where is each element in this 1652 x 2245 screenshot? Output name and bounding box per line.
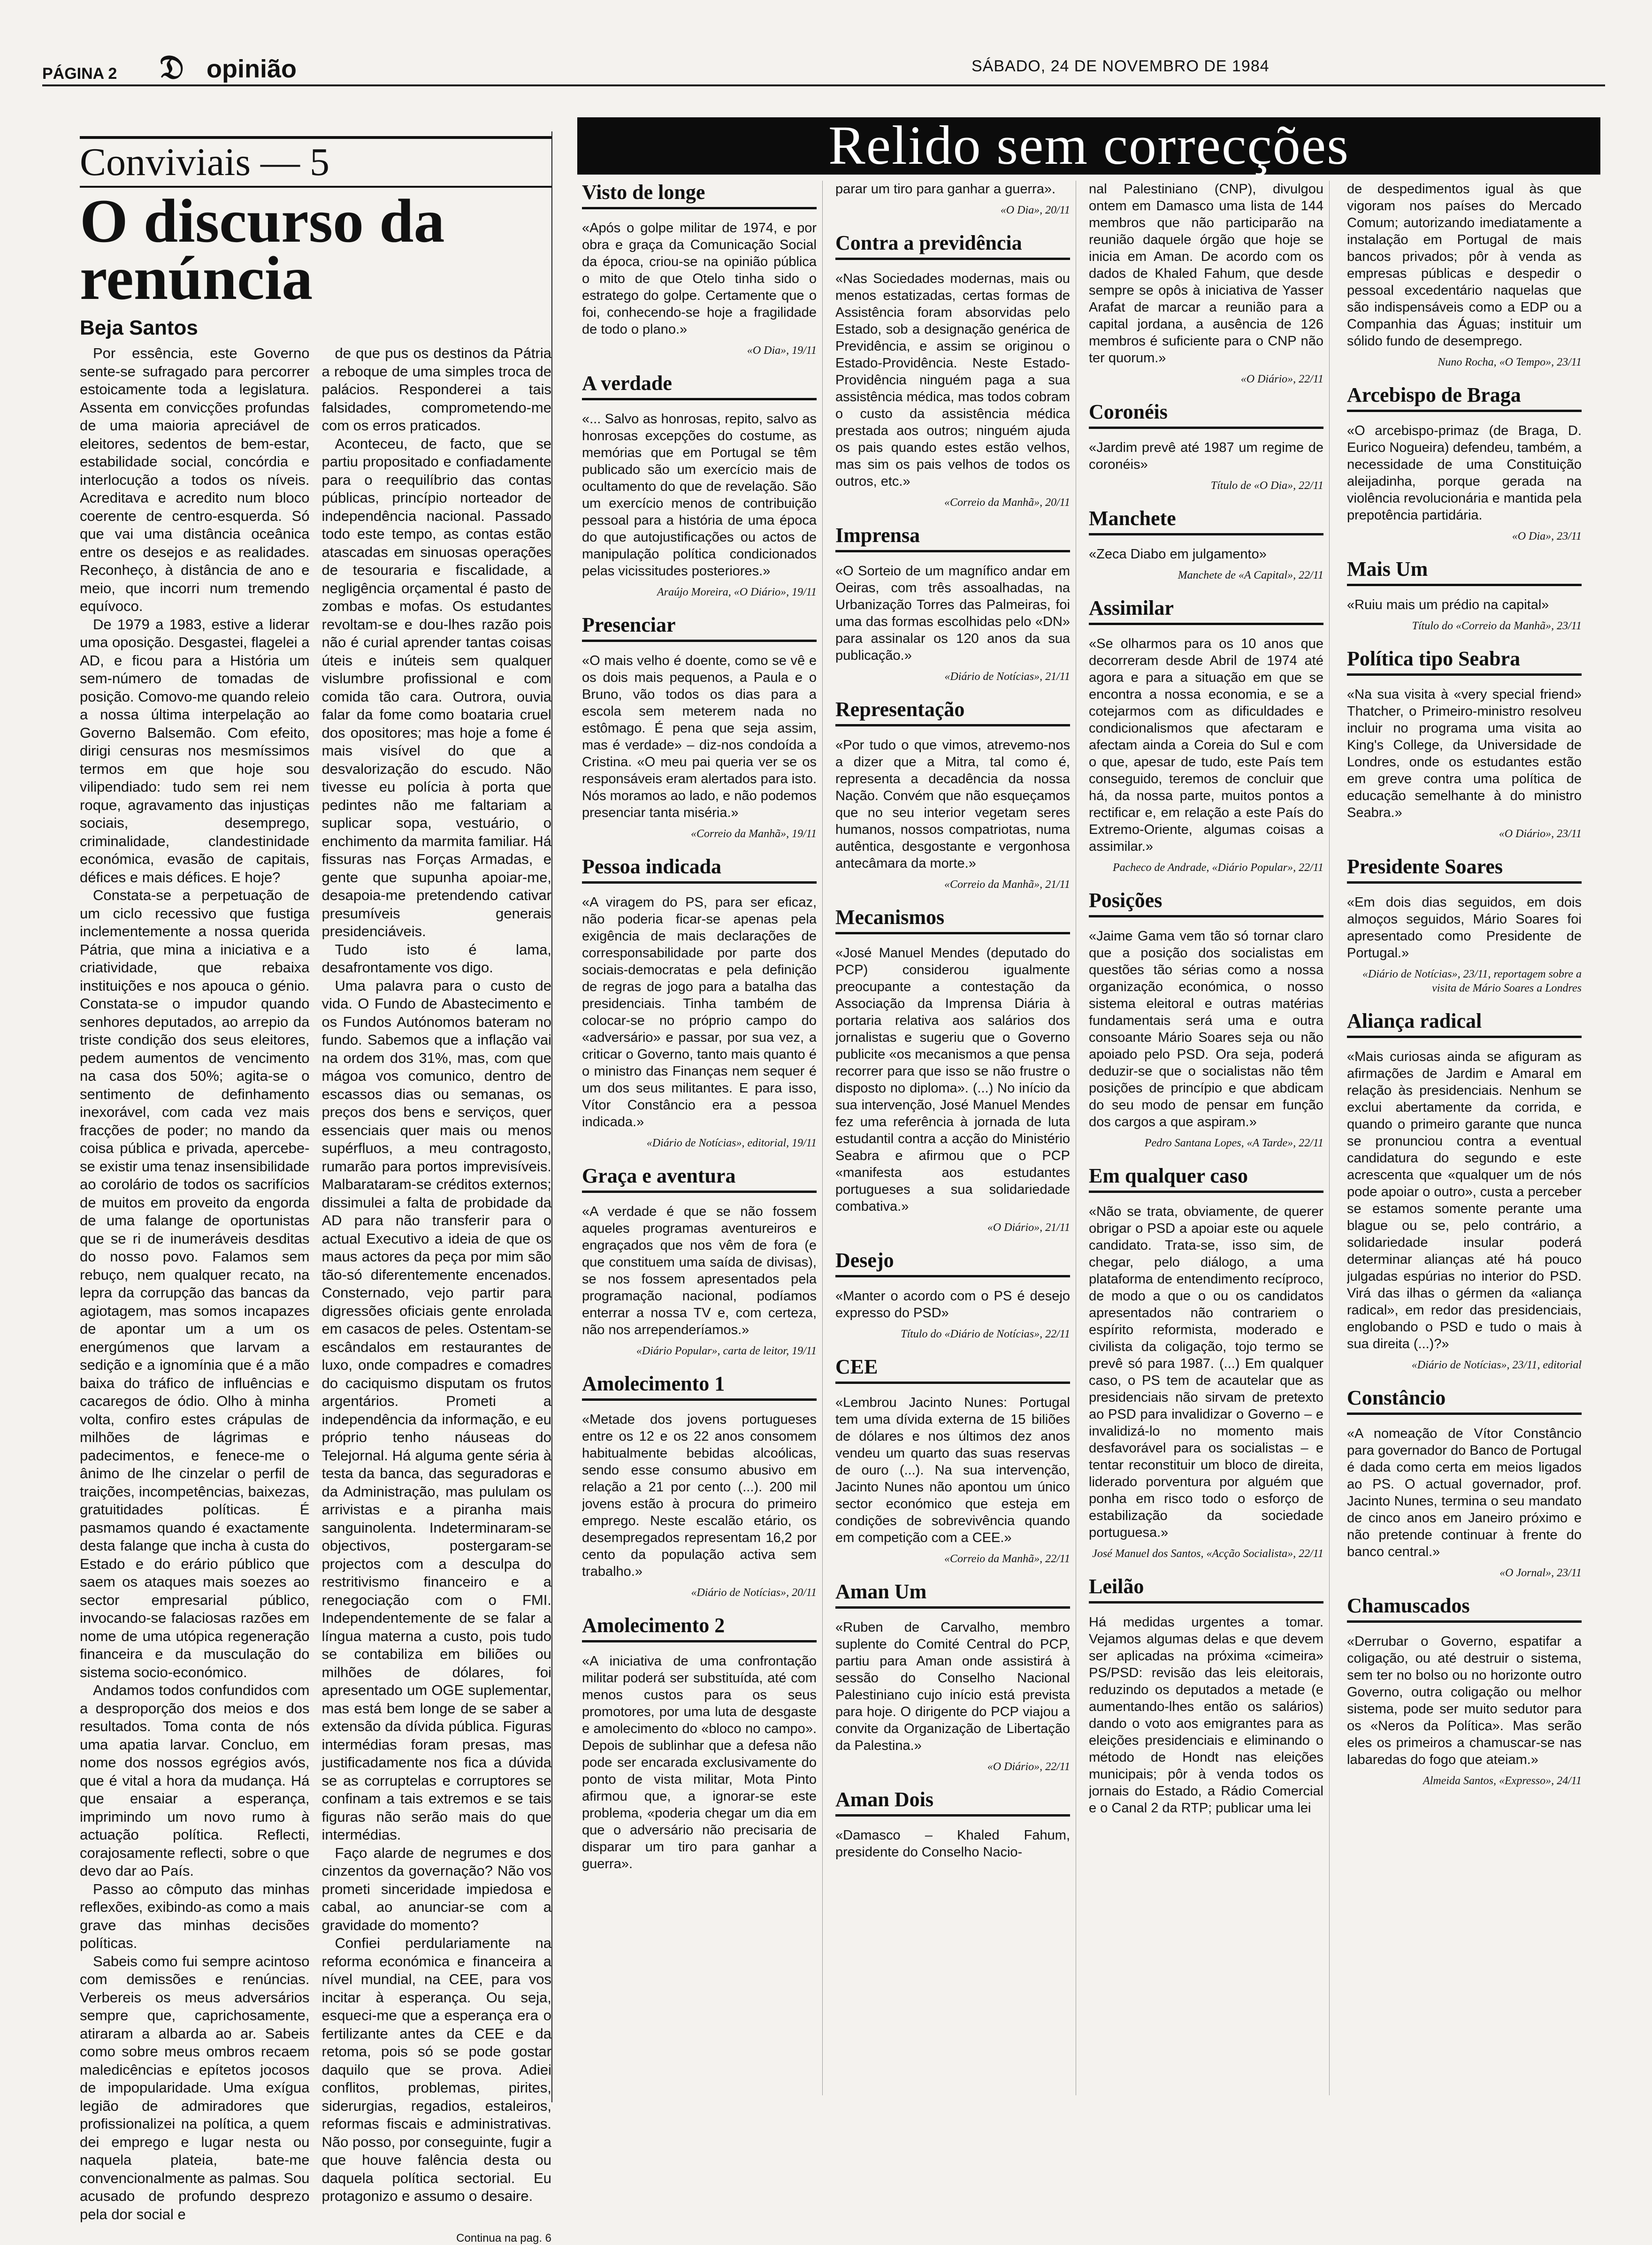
quote-item bbox=[835, 1355, 1070, 1566]
quote-source: «O Dia», 23/11 bbox=[1512, 530, 1582, 542]
quote-source: Título do «Correio da Manhã», 23/11 bbox=[1412, 620, 1582, 632]
quote-source: Pedro Santana Lopes, «A Tarde», 22/11 bbox=[1144, 1137, 1323, 1149]
quote-item bbox=[1347, 855, 1582, 995]
article-paragraph: Passo ao cômputo das minhas reflexões, exibindo-as como a mais grave das minhas decisões políticas. bbox=[80, 1880, 310, 1951]
quote-body: «Se olharmos para os 10 anos que decorreram desde Abril de 1974 até agora e para a situação em que se encontra a nossa economia, e se a cotejarmos com as dificuldades e condicionalismos que afectaram e afectam ainda a Coreia do Sul e com o que, apesar de tudo, este País tem conseguido, teremos de concluir que há, da nossa parte, muitos pontos a rectificar e, em relação a este País do Extremo-Oriente, algumas coisas a assimilar.» bbox=[1089, 636, 1323, 854]
quote-body: «Não se trata, obviamente, de querer obrigar o PSD a apoiar este ou aquele candidato. Trata-se, isso sim, de chegar, pelo diálogo, a uma plataforma de entendimento recíproco, de modo a que o ou os candidatos apresentados não contrariem o espírito reformista, moderado e civilista da coligação, tojo termo se prevê só para 1987. (...) Em qualquer caso, o PS tem de acautelar que as presidenciais não sirvam de pretexto ao PSD para invalidizar o Governo – e invalidizá-lo no momento mais desfavorável para os socialistas – e tentar reconstituir um bloco de direita, liderado porventura por alguém que ponha em risco todo o esforço de estabilização da sociedade portuguesa.» bbox=[1089, 1204, 1323, 1540]
quote-source: «Diário de Notícias», 21/11 bbox=[944, 671, 1070, 683]
quote-body: «Lembrou Jacinto Nunes: Portugal tem uma dívida externa de 15 biliões de dólares e nos últimos dez anos vendeu um quarto das suas reservas de ouro (...). Na sua intervenção, Jacinto Nunes não apontou um único sector económico que esteja em condições de sobrevivência quando em competição com a CEE.» bbox=[835, 1395, 1070, 1545]
section-banner: Relido sem correcções bbox=[577, 117, 1600, 175]
quote-heading: Contra a previdência bbox=[835, 231, 1070, 260]
article-paragraph: Constata-se a perpetuação de um ciclo recessivo que fustiga inclementemente a nossa querida Pátria, que mina a iniciativa e a criatividade, que rebaixa instituições e nos apouca o génio. Constata-se o impudor quando senhores deputados, ao arrepio da triste condição dos seus eleitores, pedem aumentos de vencimento na casa dos 50%; agita-se o sentimento de definhamento inexorável, com cada vez mais fracções de poder; no mando da coisa pública e privada, apercebe-se existir uma tenaz insensibilidade ao corolário de todos os sacrifícios de muitos em proveito da engorda de uma falange de oportunistas que se ri de inumeráveis desditas do nosso povo. Falamos sem rebuço, nem qualquer recato, na lepra da corrupção das bancas da agiotagem, mas somos incapazes de apontar um a um os energúmenos que larvam a sedição e a ignomínia que é a mão baixa do tráfico de influências e cacaregos de ódio. Olho à minha volta, confiro estes crápulas de milhões de lágrimas e padecimentos, e fenece-me o ânimo de lhe cinzelar o perfil de traições, incompetências, baixezas, gratuitidades políticas. É pasmamos quando é exactamente desta falange que incha à custa do Estado e do erário público que saem os ataques mais soezes ao sector empresarial público, invocando-se falaciosas razões em nome de uma utópica regeneração financeira e da musculação do sistema socio-económico. bbox=[80, 887, 310, 1680]
quotes-column-2 bbox=[835, 181, 1076, 2095]
quotes-column-4 bbox=[1347, 181, 1582, 2095]
quote-heading: Política tipo Seabra bbox=[1347, 647, 1582, 676]
article-series: Conviviais — 5 bbox=[80, 136, 551, 188]
article-paragraph: Confiei perdulariamente na reforma económica e financeira a nível mundial, na CEE, para vos incitar à esperança. Ou seja, esqueci-me que a esperança era o fertilizante antes da CEE e da retoma, pois só se pode gostar daquilo que se prova. Adiei conflitos, problemas, pirites, siderurgias, regadios, estaleiros, reformas fiscais e administrativas. Não posso, por conseguinte, fugir a que houve falência desta ou daquela política sectorial. Eu protagonizo e assumo o desaire. bbox=[321, 1935, 551, 2204]
quote-heading: Mais Um bbox=[1347, 557, 1582, 586]
quote-body: «Por tudo o que vimos, atrevemo-nos a dizer que a Mitra, tal como é, representa a decadência da nossa Nação. Convém que não esqueçamos que no seu interior vegetam seres humanos, nossos compatriotas, numa autêntica, desgostante e vergonhosa antecâmara da morte.» bbox=[835, 738, 1070, 871]
quote-item bbox=[1347, 1594, 1582, 1788]
quote-body: «Derrubar o Governo, espatifar a coligação, ou até destruir o sistema, sem ter no bolso ou no horizonte outro Governo, outra coligação ou melhor sistema, pode ser muito sedutor para os «Neros da Política». Mas serão eles os primeiros a chamuscar-se nas labaredas do fogo que ateiam.» bbox=[1347, 1634, 1582, 1767]
quote-heading: Aliança radical bbox=[1347, 1009, 1582, 1038]
article-paragraph: Uma palavra para o custo de vida. O Fundo de Abastecimento e os Fundos Autónomos bateram no fundo. Sabemos que a inflação vai na ordem dos 31%, mas, com que mágoa vos comunico, dentro de escassos dias ou semanas, os preços dos bens e serviços, quer essenciais quer mais ou menos supérfluos, a meu contragosto, rumarão para portos imprevisíveis. Malbarataram-se créditos externos; dissimulei a falta de probidade da AD para não transferir para o actual Executivo a ideia de que os maus actores da peça por mim são tão-só diferentemente encenados. Consternado, vejo partir para digressões oficiais gente enrolada em casacos de peles. Ostentam-se escândalos em restaurantes de luxo, onde compadres e comadres do caciquismo disputam os frutos argentários. Prometi a independência da informação, e eu próprio tenho náuseas do Telejornal. Há alguma gente séria à testa da banca, das seguradoras e da Administração, mas pululam os arrivistas e a piranha mais sanguinolenta. Indeterminaram-se objectivos, postergaram-se projectos com a desculpa do restritivismo financeiro e a renegociação com o FMI. Independentemente de se falar a língua materna a custo, pois tudo se contabiliza em biliões ou milhões de dólares, foi apresentado um OGE suplementar, mas está bem longe de se saber a extensão da dívida pública. Figuras intermédias foram presas, mas justificadamente nos fica a dúvida se as corruptelas e corruptores se confinam a tais extremos e se tais figuras não serão mais do que intermédias. bbox=[321, 977, 551, 1843]
quote-item bbox=[1089, 507, 1323, 582]
quote-heading: Amolecimento 2 bbox=[582, 1614, 817, 1642]
quote-item bbox=[835, 524, 1070, 684]
quote-body: «Mais curiosas ainda se afiguram as afirmações de Jardim e Amaral em relação às presidenciais. Nenhum se exclui abertamente da corrida, e quando o primeiro garante que nunca se pronunciou contra a eventual candidatura do segundo e este acrescenta que «qualquer um de nós pode apoiar o outro», custa a perceber se estamos somente perante uma blague ou se, pelo contrário, a solidariedade insular poderá determinar alianças até há pouco julgadas espúrias no interior do PSD. Virá das ilhas o gérmen da «aliança radical», em redor das presidenciais, englobando o PSD e tudo o mais à sua direita (...)?» bbox=[1347, 1049, 1582, 1352]
opinion-article bbox=[80, 131, 552, 2245]
newspaper-logo-icon: 𝔇 bbox=[160, 50, 184, 86]
quote-source: Título de «O Dia», 22/11 bbox=[1210, 480, 1323, 492]
quote-heading: Arcebispo de Braga bbox=[1347, 383, 1582, 412]
quote-heading: Leilão bbox=[1089, 1575, 1323, 1604]
quote-body: «... Salvo as honrosas, repito, salvo as honrosas excepções do costume, as memórias que em Portugal se têm publicado são um exercício mais de ocultamento do que de revelação. São um exercício menos de contribuição pessoal para a história de uma época do que autojustificações ou actos de manipulação política condicionados pelas vicissitudes posteriores.» bbox=[582, 412, 817, 579]
quote-item bbox=[835, 231, 1070, 510]
quote-item bbox=[1347, 181, 1582, 369]
quote-body: «A iniciativa de uma confrontação militar poderá ser substituída, até com menos custos para os seus promotores, por uma luta de desgaste e amolecimento do «bloco no campo». Depois de sublinhar que a defesa não pode ser encarada exclusivamente do ponto de vista militar, Mota Pinto afirmou que, a ignorar-se este problema, «poderia chegar um dia em que o adversário não precisaria de disparar um tiro para ganhar a guerra». bbox=[582, 1654, 817, 1871]
quotes-column-1 bbox=[582, 181, 823, 2095]
quote-source: «O Diário», 23/11 bbox=[1499, 828, 1582, 840]
quote-body: «Jaime Gama vem tão só tornar claro que a posição dos socialistas em questões tão sérias como a nossa organização económica, o nosso sistema eleitoral e outras matérias fundamentais será uma e outra consoante Mário Soares seja ou não apoiado pelo PSD. Ora seja, poderá deduzir-se que o socialistas não têm posições de princípio e que abdicam do seu modo de pensar em função dos cargos a que aspiram.» bbox=[1089, 929, 1323, 1130]
quote-item bbox=[582, 1614, 817, 1872]
section-title: opinião bbox=[206, 55, 297, 83]
quote-body: «Após o golpe militar de 1974, e por obra e graça da Comunicação Social da época, criou-se na opinião pública o mito de que Otelo tinha sido o estratego do golpe. Certamente que o foi, conhecendo-se hoje a fragilidade de todo o plano.» bbox=[582, 221, 817, 337]
page-number: PÁGINA 2 bbox=[42, 65, 117, 83]
article-title: O discurso da renúncia bbox=[80, 186, 445, 313]
quote-heading: Posições bbox=[1089, 889, 1323, 917]
quote-body: «Damasco – Khaled Fahum, presidente do Conselho Nacio- bbox=[835, 1828, 1070, 1860]
quote-heading: Imprensa bbox=[835, 524, 1070, 552]
quote-body: «Metade dos jovens portugueses entre os 12 e os 22 anos consomem habitualmente bebidas alcoólicas, sendo esse consumo abusivo em relação a 21 por cento (...). 200 mil jovens estão à procura do primeiro emprego. Neste escalão etário, os desempregados representam 16,2 por cento da população activa sem trabalho.» bbox=[582, 1412, 817, 1579]
quote-source: Almeida Santos, «Expresso», 24/11 bbox=[1423, 1775, 1582, 1787]
article-paragraph: de que pus os destinos da Pátria a reboque de uma simples troca de palácios. Responderei a tais falsidades, comprometendo-me com os erros praticados. bbox=[321, 345, 551, 434]
quote-source: «Diário de Notícias», editorial, 19/11 bbox=[646, 1137, 817, 1149]
quote-item bbox=[835, 181, 1070, 217]
quote-heading: Presidente Soares bbox=[1347, 855, 1582, 884]
quote-body: «José Manuel Mendes (deputado do PCP) considerou igualmente preocupante a contestação da Associação da Imprensa Diária à portaria relativa aos salários dos jornalistas e sugeriu que o Governo publicite «os mecanismos a que pensa recorrer para que isso se não frustre o disposto no diploma». (...) No início da sua intervenção, José Manuel Mendes fez uma referência à jornada de luta estudantil contra a acção do Ministério Seabra e afirmou que o PCP «manifesta aos estudantes portugueses a sua solidariedade combativa.» bbox=[835, 946, 1070, 1214]
quote-source: Título do «Diário de Notícias», 22/11 bbox=[901, 1328, 1070, 1340]
article-paragraph: Por essência, este Governo sente-se sufragado para percorrer estoicamente toda a legislatura. Assenta em convicções profundas de uma maioria apreciável de eleitores, sedentos de bem-estar, estabilidade social, concórdia e interlocução a todos os níveis. Acreditava e acredito num bloco coerente de centro-esquerda. Só que vai uma distância oceânica entre os desejos e as realidades. Reconheço, à distância de ano e meio, que incorri num tremendo equívoco. bbox=[80, 345, 310, 614]
article-author: Beja Santos bbox=[80, 316, 198, 339]
article-paragraph: Faço alarde de negrumes e dos cinzentos da governação? Não vos prometi sinceridade impiedosa e cabal, ao anunciar-se com a gravidade do momento? bbox=[321, 1844, 551, 1933]
quote-item bbox=[835, 1580, 1070, 1774]
quote-heading: Assimilar bbox=[1089, 596, 1323, 625]
quote-item bbox=[835, 1788, 1070, 1861]
quote-body: «O arcebispo-primaz (de Braga, D. Eurico Nogueira) defendeu, também, a necessidade de uma Constituição aleijadinha, porque gerada na violência revolucionária e mantida pela prepotência partidária. bbox=[1347, 423, 1582, 523]
quote-body: «Ruiu mais um prédio na capital» bbox=[1347, 597, 1549, 612]
quote-item bbox=[582, 613, 817, 841]
quote-heading: Coronéis bbox=[1089, 400, 1323, 429]
article-paragraph: Sabeis como fui sempre acintoso com demissões e renúncias. Verbereis os meus adversários sempre que, caprichosamente, atiraram a albarda ao ar. Sabeis como sobre meus ombros recaem maledicências e epítetos jocosos de impopularidade. Uma exígua legião de admiradores que profissionalizei na política, a quem dei emprego e lugar nesta ou naquela plateia, bate-me convencionalmente as palmas. Sou acusado de profundo desprezo pela dor social e bbox=[80, 1953, 310, 2222]
quote-heading: Aman Dois bbox=[835, 1788, 1070, 1817]
quote-item bbox=[1089, 1575, 1323, 1817]
quote-item bbox=[1347, 1009, 1582, 1372]
quote-source: «Correio da Manhã», 19/11 bbox=[691, 828, 817, 840]
page-header bbox=[42, 47, 1605, 86]
quotes-column-3 bbox=[1089, 181, 1330, 2095]
quote-item bbox=[582, 181, 817, 358]
quote-item bbox=[1089, 596, 1323, 875]
quote-source: Nuno Rocha, «O Tempo», 23/11 bbox=[1438, 356, 1582, 368]
quote-source: «O Dia», 20/11 bbox=[1000, 204, 1070, 216]
quote-source: Manchete de «A Capital», 22/11 bbox=[1178, 569, 1323, 581]
quote-source: «Diário de Notícias», 23/11, reportagem sobre a visita de Mário Soares a Londres bbox=[1362, 968, 1582, 994]
quote-heading: Chamuscados bbox=[1347, 1594, 1582, 1623]
quote-heading: Aman Um bbox=[835, 1580, 1070, 1609]
quote-heading: Mecanismos bbox=[835, 906, 1070, 934]
quote-body: de despedimentos igual às que vigoram nos países do Mercado Comum; autorizando imediatamente a instalação em Portugal de mais bancos privados; pôr à venda as empresas públicas e despedir o pessoal excedentário naquelas que são indispensáveis como a EDP ou a Companhia das Águas; instituir um sólido fundo de desemprego. bbox=[1347, 182, 1582, 349]
quote-body: «A viragem do PS, para ser eficaz, não poderia ficar-se apenas pela exigência de mais declarações de corresponsabilidade por parte dos sociais-democratas e pela definição de regras de jogo para a batalha das presidenciais. Tinha também de colocar-se no próprio campo do «adversário» e passar, por sua vez, a criticar o Governo, tanto mais quanto é o ministro das Finanças nem sequer é um dos seus militantes. E para isso, Vítor Constâncio era a pessoa indicada.» bbox=[582, 895, 817, 1130]
quote-heading: Desejo bbox=[835, 1249, 1070, 1277]
quote-item bbox=[1089, 181, 1323, 386]
quote-body: «O Sorteio de um magnífico andar em Oeiras, com três assoalhadas, na Urbanização Torres das Palmeiras, foi uma das formas escolhidas pelo «DN» para assinalar os 120 anos da sua publicação.» bbox=[835, 564, 1070, 663]
quote-source: «Correio da Manhã», 22/11 bbox=[944, 1553, 1070, 1565]
quote-body: «Zeca Diabo em julgamento» bbox=[1089, 547, 1267, 562]
quote-item bbox=[1347, 557, 1582, 633]
quote-heading: Pessoa indicada bbox=[582, 855, 817, 884]
quote-heading: CEE bbox=[835, 1355, 1070, 1384]
article-paragraph: Tudo isto é lama, desafrontamente vos digo. bbox=[321, 941, 551, 976]
quote-source: «O Diário», 22/11 bbox=[1240, 373, 1323, 385]
quote-heading: Graça e aventura bbox=[582, 1164, 817, 1193]
quote-body: «Na sua visita à «very special friend» Thatcher, o Primeiro-ministro resolveu incluir no programa uma visita ao King's College, da Universidade de Londres, onde os estudantes estão em greve contra uma política de educação semelhante à do ministro Seabra.» bbox=[1347, 687, 1582, 820]
quote-body: «Em dois dias seguidos, em dois almoços seguidos, Mário Soares foi apresentado como Presidente de Portugal.» bbox=[1347, 895, 1582, 961]
quote-body: «O mais velho é doente, como se vê e os dois mais pequenos, a Paula e o Bruno, vão todos os dias para a escola sem meterem nada no estômago. É pena que seja assim, mas é verdade» – diz-nos condoída a Cristina. «O meu pai queria ver se os responsáveis eram alertados para isto. Nós moramos ao lado, e não podemos presenciar tanta miséria.» bbox=[582, 653, 817, 820]
quote-source: Araújo Moreira, «O Diário», 19/11 bbox=[657, 586, 817, 598]
article-column-1 bbox=[80, 344, 310, 2223]
quote-heading: Constâncio bbox=[1347, 1386, 1582, 1415]
quote-heading: Representação bbox=[835, 698, 1070, 726]
quote-heading: Presenciar bbox=[582, 613, 817, 642]
quote-body: «Nas Sociedades modernas, mais ou menos estatizadas, certas formas de Assistência foram absorvidas pelo Estado, sob a designação genérica de Previdência, e assim se originou o Estado-Providência. Neste Estado-Providência ninguém paga a sua assistência médica, mas todos cobram o custo da assistência médica prestada aos outros; ninguém ajuda os pais quando estes estão velhos, mas sim os pais velhos de todos os outros, etc.» bbox=[835, 271, 1070, 489]
quote-body: «Manter o acordo com o PS é desejo expresso do PSD» bbox=[835, 1289, 1070, 1321]
quote-item bbox=[582, 1164, 817, 1358]
continued-note: Continua na pag. 6 bbox=[456, 2232, 551, 2245]
quote-item bbox=[1347, 1386, 1582, 1580]
quote-source: «Correio da Manhã», 21/11 bbox=[944, 878, 1070, 891]
quote-body: «Jardim prevê até 1987 um regime de coronéis» bbox=[1089, 440, 1323, 472]
quote-item bbox=[835, 1249, 1070, 1341]
quote-heading: Visto de longe bbox=[582, 181, 817, 209]
quote-source: «O Dia», 19/11 bbox=[747, 344, 817, 357]
quote-source: «Correio da Manhã», 20/11 bbox=[944, 496, 1070, 509]
article-paragraph: De 1979 a 1983, estive a liderar uma oposição. Desgastei, flagelei a AD, e ficou para a História um sem-número de tomadas de posição. Comovo-me quando releio a nossa última interpelação ao Governo Balsemão. Com efeito, dirigi censuras nos mesmíssimos termos em que hoje sou vilipendiado: tudo sem rei nem roque, agravamento das injustiças sociais, desemprego, criminalidade, clandestinidade económica, evasão de capitais, défices e mais défices. E hoje? bbox=[80, 616, 310, 886]
quote-item bbox=[835, 906, 1070, 1235]
quote-heading: Manchete bbox=[1089, 507, 1323, 535]
quote-source: «Diário de Notícias», 23/11, editorial bbox=[1411, 1359, 1582, 1371]
quote-body: parar um tiro para ganhar a guerra». bbox=[835, 182, 1056, 197]
article-paragraph: Andamos todos confundidos com a desproporção dos meios e dos resultados. Toma conta de nós uma apatia larvar. Concluo, em nome dos nossos egrégios avós, que é vital a hora da mudança. Há que ensaiar a esperança, imprimindo um novo rumo à actuação política. Reflecti, corajosamente reflecti, sobre o que devo dar ao País. bbox=[80, 1682, 310, 1879]
quote-item bbox=[835, 698, 1070, 892]
quote-item bbox=[582, 372, 817, 599]
quote-body: «Ruben de Carvalho, membro suplente do Comité Central do PCP, partiu para Aman onde assistirá à sessão do Conselho Nacional Palestiniano cujo início está prevista para hoje. O dirigente do PCP viajou a convite da Organização de Libertação da Palestina.» bbox=[835, 1620, 1070, 1753]
article-column-2 bbox=[322, 344, 552, 2223]
quote-item bbox=[1089, 400, 1323, 493]
quote-heading: A verdade bbox=[582, 372, 817, 400]
quote-source: «O Jornal», 23/11 bbox=[1499, 1567, 1582, 1579]
quote-source: José Manuel dos Santos, «Acção Socialista», 22/11 bbox=[1092, 1548, 1323, 1560]
quote-item bbox=[1347, 383, 1582, 543]
quote-source: «O Diário», 21/11 bbox=[987, 1222, 1070, 1234]
article-paragraph: Aconteceu, de facto, que se partiu propositado e confiadamente para o reequilíbrio das contas públicas, princípio norteador de independência nacional. Passado todo este tempo, as contas estão atascadas em sinuosas operações de tesouraria e fiscalidade, a negligência orçamental é pasto de zombas e mofas. Os estudantes revoltam-se e dou-lhes razão pois não é curial aprender tantas coisas úteis e inúteis sem qualquer vislumbre profissional e com comida tão cara. Outrora, ouvia falar da fome como boataria cruel dos opositores; mas hoje a fome é mais visível do que a desvalorização do escudo. Não tivesse eu polícia à porta que pedintes não me faltariam a suplicar sopa, vestuário, o enchimento da marmita familiar. Há fissuras nas Forças Armadas, e gente que supunha apoiar-me, desapoia-me pretendendo cativar presumíveis generais presidenciáveis. bbox=[321, 435, 551, 939]
quote-body: «A nomeação de Vítor Constâncio para governador do Banco de Portugal é dada como certa em meios ligados ao PS. O actual governador, prof. Jacinto Nunes, termina o seu mandato de cinco anos em Janeiro próximo e não pretende continuar à frente do banco central.» bbox=[1347, 1426, 1582, 1559]
quote-heading: Amolecimento 1 bbox=[582, 1372, 817, 1401]
quote-heading: Em qualquer caso bbox=[1089, 1164, 1323, 1193]
quote-item bbox=[582, 1372, 817, 1600]
quote-item bbox=[1089, 1164, 1323, 1561]
quote-item bbox=[582, 855, 817, 1150]
quote-source: Pacheco de Andrade, «Diário Popular», 22/11 bbox=[1112, 862, 1323, 874]
quote-item bbox=[1089, 889, 1323, 1150]
issue-date: SÁBADO, 24 DE NOVEMBRO DE 1984 bbox=[971, 57, 1270, 75]
quote-body: «A verdade é que se não fossem aqueles programas aventureiros e engraçados que nos vêm de fora (e que constituem uma saída de divisas), se nos fossem apresentados pela programação nacional, podíamos enterrar a nossa TV e, com certeza, não nos arrependeríamos.» bbox=[582, 1204, 817, 1337]
quote-item bbox=[1347, 647, 1582, 841]
quote-source: «Diário Popular», carta de leitor, 19/11 bbox=[636, 1345, 817, 1357]
quote-source: «Diário de Notícias», 20/11 bbox=[691, 1587, 817, 1599]
quote-body: nal Palestiniano (CNP), divulgou ontem em Damasco uma lista de 144 membros que não participarão na reunião daquele órgão que hoje se inicia em Aman. De acordo com os dados de Khaled Fahum, que desde sempre se opôs à iniciativa de Yasser Arafat de marcar a reunião para a capital jordana, a ausência de 126 membros é suficiente para o CNP não ter quorum.» bbox=[1089, 182, 1323, 366]
quote-source: «O Diário», 22/11 bbox=[987, 1761, 1070, 1773]
quote-body: Há medidas urgentes a tomar. Vejamos algumas delas e que devem ser aplicadas na próxima «cimeira» PS/PSD: revisão das leis eleitorais, reduzindo os deputados a metade (e aumentando-lhes então os salários) dando o voto aos emigrantes para as eleições presidenciais e eliminando o método de Hondt nas eleições municipais; pôr à venda todos os jornais do Estado, a Rádio Comercial e o Canal 2 da RTP; publicar uma lei bbox=[1089, 1615, 1323, 1816]
